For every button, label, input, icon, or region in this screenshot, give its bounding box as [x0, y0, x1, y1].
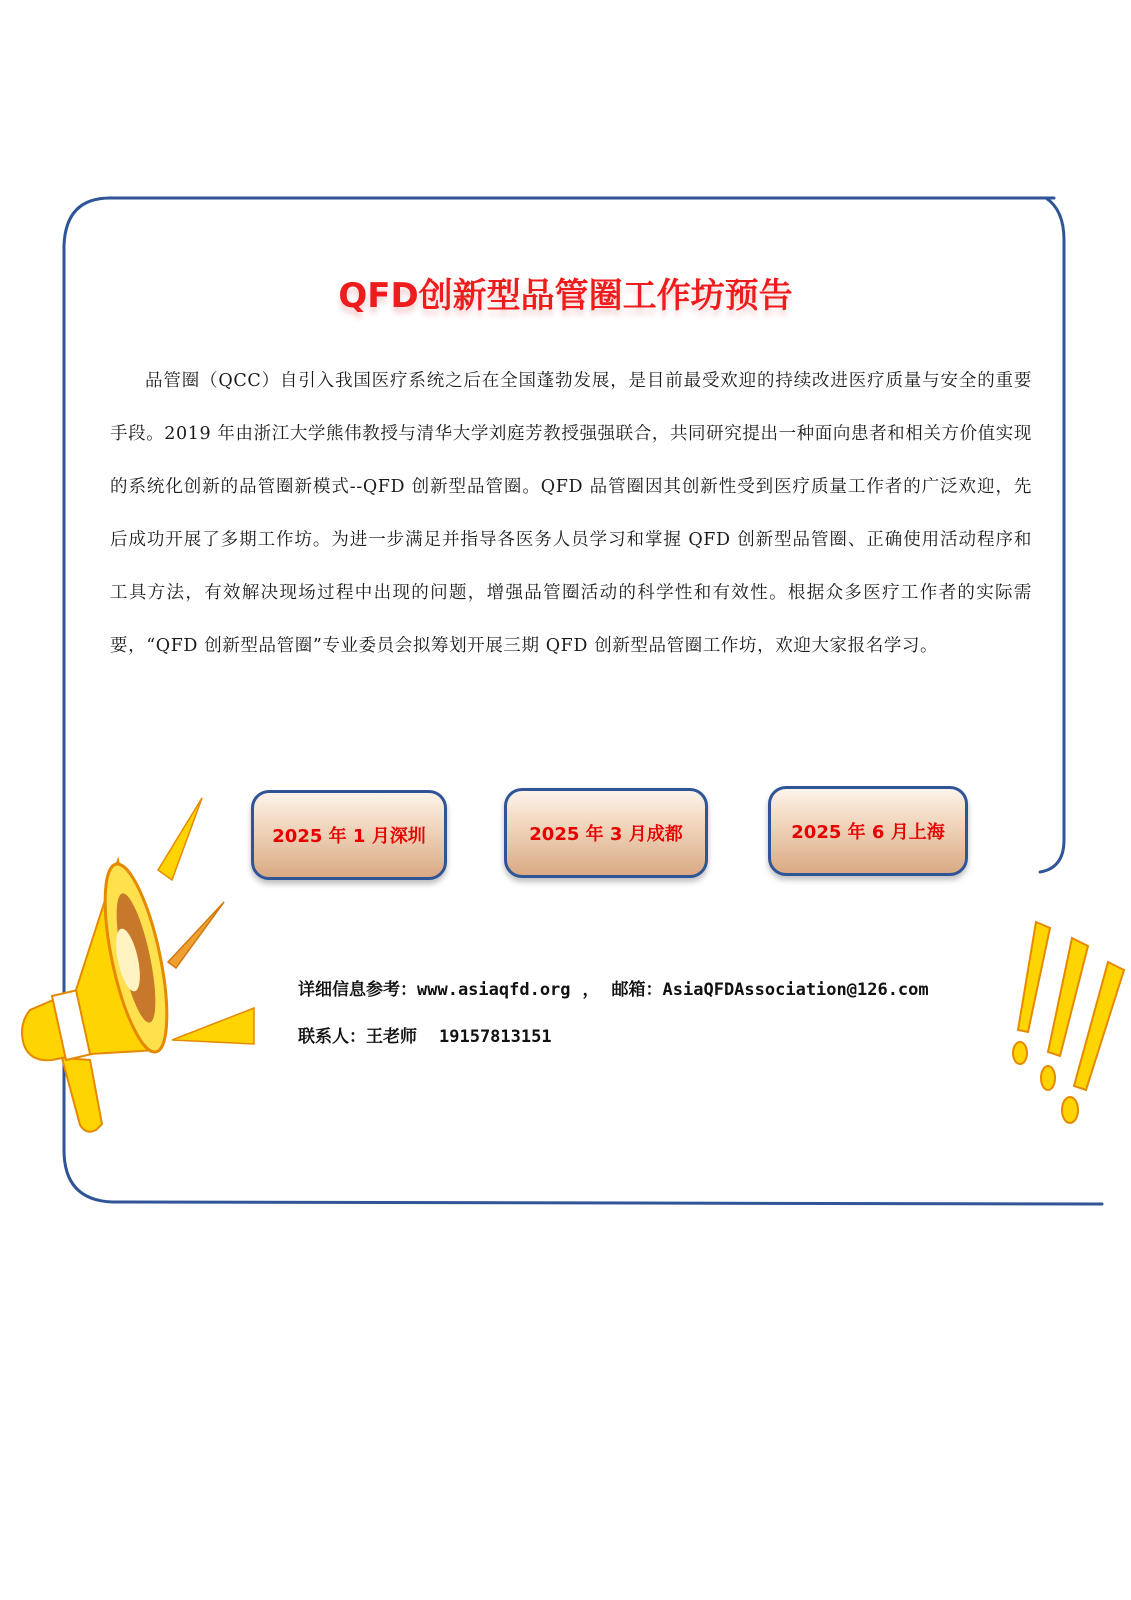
email-label: 邮箱： — [611, 980, 663, 1000]
intro-paragraph: 品管圈（QCC）自引入我国医疗系统之后在全国蓬勃发展，是目前最受欢迎的持续改进医疗质量与安全的重要手段。2019 年由浙江大学熊伟教授与清华大学刘庭芳教授强强联合，共同研究提出一种面向患者和相关方价值实现的系统化创新的品管圈新模式--QFD 创新型品管圈。QFD 品管圈因其创新性受到医疗质量工作者的广泛欢迎，先后成功开展了多期工作坊。为进一步满足并指导各医务人员学习和掌握 QFD 创新型品管圈、正确使用活动程序和工具方法，有效解决现场过程中出现的问题，增强品管圈活动的科学性和有效性。根据众多医疗工作者的实际需要，“QFD 创新型品管圈”专业委员会拟筹划开展三期 QFD 创新型品管圈工作坊，欢迎大家报名学习。 — [110, 371, 1032, 656]
sound-rays-icon — [158, 798, 254, 1044]
website-label: 详细信息参考： — [298, 980, 417, 1000]
email-link[interactable]: AsiaQFDAssociation@126.com — [662, 980, 929, 1000]
session-chengdu-button[interactable]: 2025 年 3 月成都 — [504, 788, 708, 878]
contact-person-line — [298, 1022, 552, 1047]
megaphone-icon — [22, 859, 179, 1132]
separator-comma: ， — [582, 980, 600, 1000]
website-link[interactable]: www.asiaqfd.org — [417, 980, 571, 1000]
page-title: QFD创新型品管圈工作坊预告 — [338, 276, 793, 316]
exclamation-icon — [1013, 922, 1124, 1123]
contact-web-email-line — [298, 975, 929, 1000]
person-name: 王老师 — [366, 1027, 417, 1047]
content-frame — [64, 198, 1102, 1204]
session-shanghai-button[interactable]: 2025 年 6 月上海 — [768, 786, 968, 876]
phone-number[interactable]: 19157813151 — [439, 1027, 552, 1047]
session-shenzhen-button[interactable]: 2025 年 1 月深圳 — [251, 790, 447, 880]
person-label: 联系人： — [298, 1027, 366, 1047]
